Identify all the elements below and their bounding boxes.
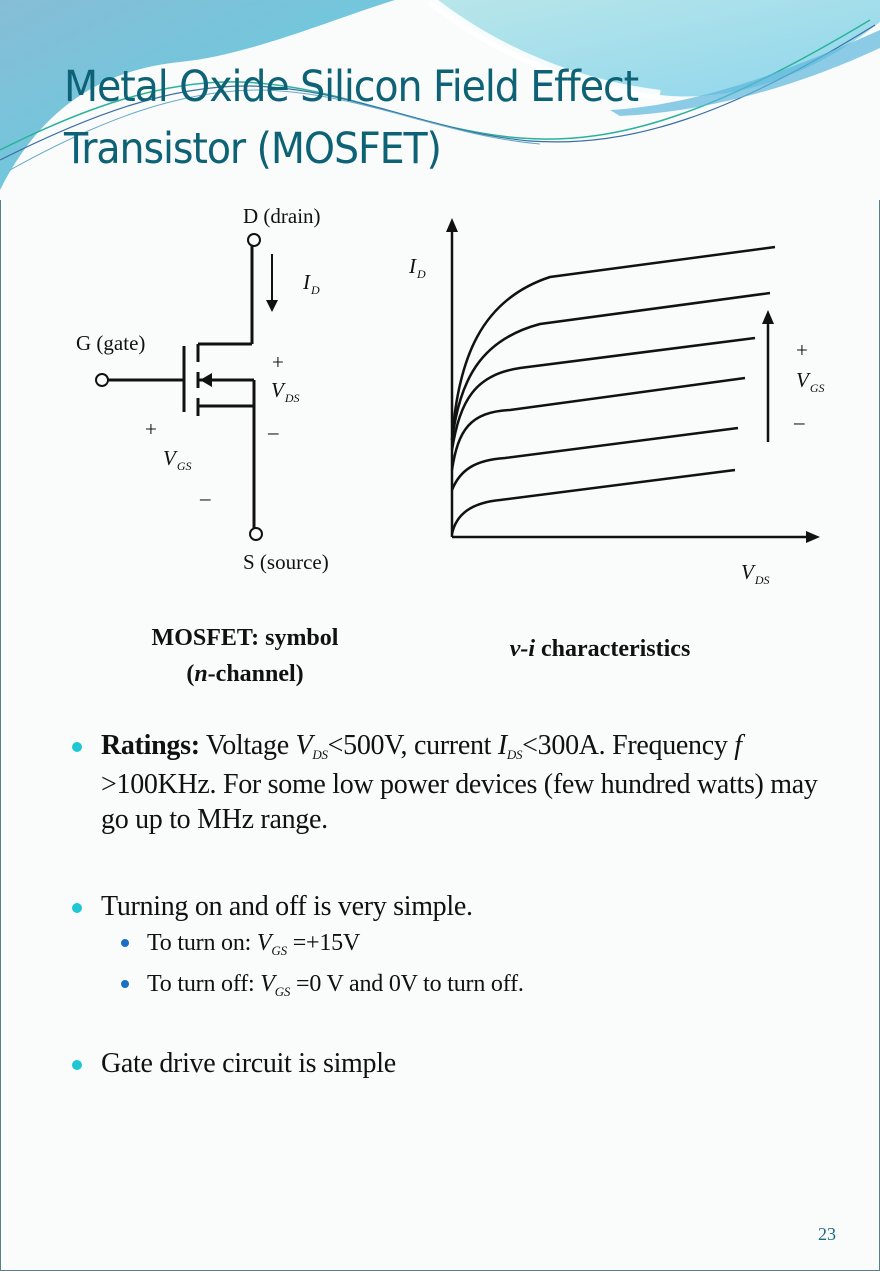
vgs-plus: + <box>145 417 157 441</box>
symbol-caption: MOSFET: symbol (n-channel) <box>151 625 339 687</box>
title-line-1: Metal Oxide Silicon Field Effect <box>64 62 639 112</box>
mosfet-diagrams <box>0 190 880 610</box>
chart-vgs-minus: – <box>794 410 805 434</box>
page-number: 23 <box>818 1224 836 1244</box>
sub-bullet-turn-on: To turn on: $V_{GS} =+15V$ <box>70 924 850 965</box>
vgs-minus: – <box>200 486 211 510</box>
y-axis-arrow-icon <box>446 218 458 232</box>
drain-current-label: $I_D$ <box>303 270 320 297</box>
drain-current-arrow-icon <box>266 300 278 312</box>
chart-vgs-label: $V_{GS}$ <box>796 368 825 395</box>
drain-label: D (drain) <box>243 204 321 228</box>
sub-bullet-turn-off: To turn off: $V_{GS} =0$ V and 0V to turn off. <box>70 965 850 1006</box>
vgs-arrow-head-icon <box>762 310 774 324</box>
vgs-label: $V_{GS}$ <box>163 446 192 473</box>
vds-label: $V_{DS}$ <box>271 378 300 405</box>
chart-y-axis-label: $I_D$ <box>409 254 426 281</box>
chart-x-axis-label: $V_{DS}$ <box>741 560 770 587</box>
source-label: S (source) <box>243 550 329 574</box>
channel-arrow-icon <box>200 373 212 387</box>
chart-caption: v-i characteristics <box>509 636 691 662</box>
chart-vgs-plus: + <box>796 338 808 362</box>
bullet-ratings: Ratings: Voltage VDS<500V, current IDS<300A. Frequency f >100KHz. For some low power devices (few hundred watts) may go up to MHz range. <box>70 728 850 837</box>
bullet-list <box>70 728 850 1081</box>
gate-label: G (gate) <box>76 331 146 355</box>
vi-chart-axes <box>452 228 810 537</box>
bullet-gate-drive: Gate drive circuit is simple <box>70 1046 850 1081</box>
vds-plus: + <box>272 350 284 374</box>
vi-curves <box>452 247 775 534</box>
vds-minus: – <box>268 420 279 444</box>
mosfet-symbol <box>96 234 272 540</box>
x-axis-arrow-icon <box>806 531 820 543</box>
title-line-2: Transistor (MOSFET) <box>64 124 441 174</box>
bullet-switching: Turning on and off is very simple. <box>70 889 850 924</box>
slide-title <box>64 56 763 180</box>
